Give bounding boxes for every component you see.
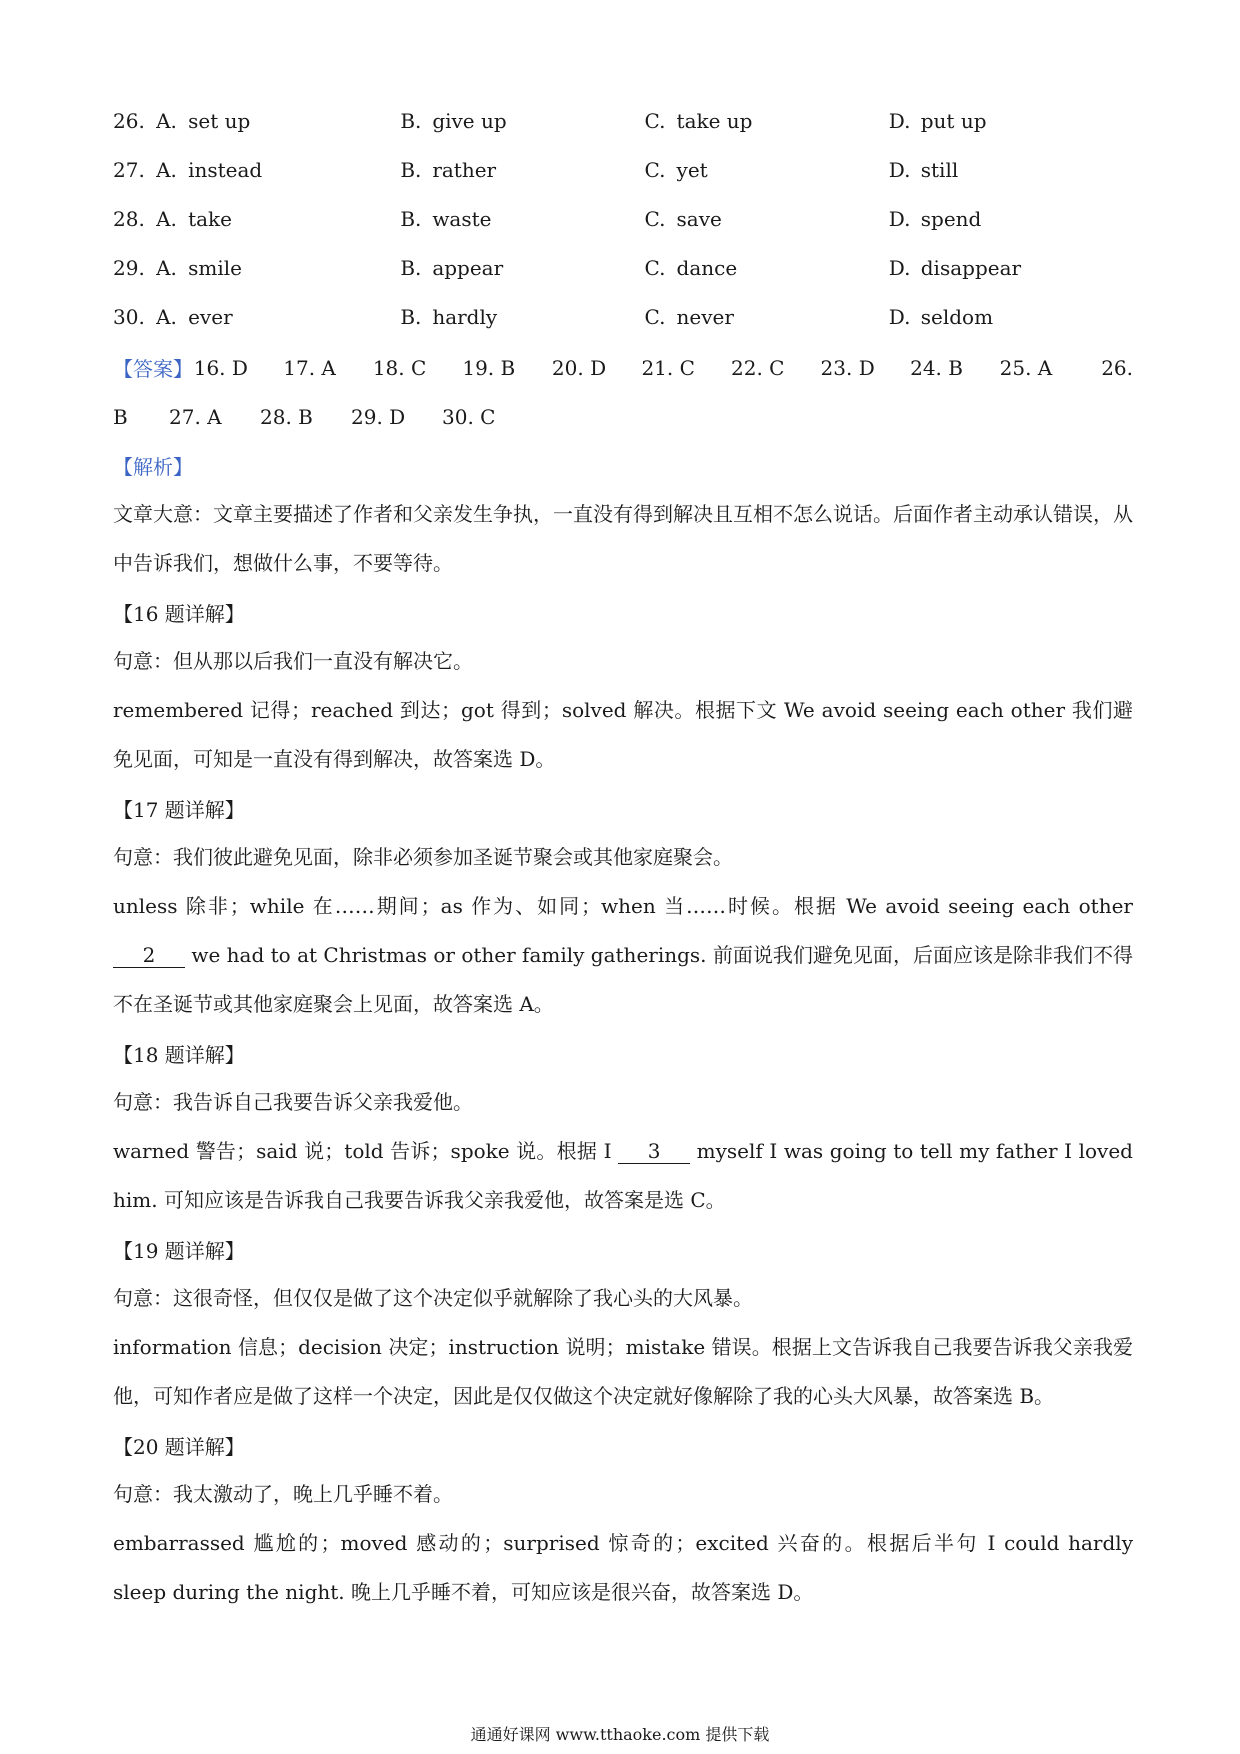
option-letter: D. (888, 206, 911, 231)
question-number: 28. (113, 206, 145, 231)
answer-section (113, 343, 1133, 441)
option-text: take up (676, 108, 753, 133)
option-d (889, 305, 1133, 329)
answer-item: 18. C (372, 355, 427, 380)
option-text: waste (432, 206, 492, 231)
option-letter: B. (400, 157, 422, 182)
option-row (113, 194, 1133, 243)
option-letter: B. (400, 206, 422, 231)
option-letter: D. (888, 304, 911, 329)
option-letter: C. (644, 108, 666, 133)
option-letter: A. (156, 304, 177, 329)
q19-meaning: 句意：这很奇怪，但仅仅是做了这个决定似乎就解除了我心头的大风暴。 (113, 1286, 753, 1310)
answer-item: 25. A (999, 355, 1053, 380)
option-letter: B. (400, 108, 422, 133)
option-b (400, 109, 644, 133)
q17-heading: 【17 题详解】 (113, 798, 245, 822)
option-letter: C. (644, 157, 666, 182)
option-c (645, 207, 889, 231)
option-a (156, 256, 400, 280)
answers-line-2 (113, 392, 1133, 441)
answer-item: 28. B (260, 404, 313, 429)
option-a (156, 305, 400, 329)
option-letter: D. (888, 157, 911, 182)
option-b (400, 207, 644, 231)
option-letter: B. (400, 304, 422, 329)
option-c (645, 109, 889, 133)
q16-explanation: remembered 记得；reached 到达；got 得到；solved 解决。根据下文 We avoid seeing each other 我们避免见面，可知是一直没有得到解决，故答案选 D。 (113, 698, 1133, 771)
q20-heading: 【20 题详解】 (113, 1435, 245, 1459)
option-letter: A. (156, 157, 177, 182)
option-text: seldom (920, 304, 994, 329)
option-text: rather (432, 157, 497, 182)
q17-explanation-pre: unless 除非；while 在……期间；as 作为、如同；when 当……时候。根据 We avoid seeing each other (113, 894, 1133, 918)
option-letter: A. (156, 206, 177, 231)
q16-meaning: 句意：但从那以后我们一直没有解决它。 (113, 649, 473, 673)
answer-item: 17. A (283, 355, 336, 380)
answer-item: 22. C (731, 355, 785, 380)
q17-blank: 2 (113, 943, 185, 968)
question-number: 26. (113, 108, 145, 133)
answer-item: 16. D (193, 355, 248, 380)
option-letter: C. (644, 206, 666, 231)
option-text: ever (188, 304, 233, 329)
option-c (645, 305, 889, 329)
option-text: give up (432, 108, 507, 133)
answer-item: 30. C (442, 404, 496, 429)
q18-explanation (113, 1127, 1133, 1225)
option-text: instead (188, 157, 263, 182)
option-text: dance (676, 255, 738, 280)
document-page (113, 96, 1133, 1617)
q20-explanation: embarrassed 尴尬的；moved 感动的；surprised 惊奇的；excited 兴奋的。根据后半句 I could hardly sleep during the night. 晚上几乎睡不着，可知应该是很兴奋，故答案选 D。 (113, 1531, 1133, 1604)
option-letter: B. (400, 255, 422, 280)
option-letter: C. (644, 304, 666, 329)
option-b (400, 256, 644, 280)
option-text: still (920, 157, 959, 182)
option-d (889, 207, 1133, 231)
option-a (156, 207, 400, 231)
summary-paragraph: 文章大意：文章主要描述了作者和父亲发生争执，一直没有得到解决且互相不怎么说话。后面作者主动承认错误，从中告诉我们，想做什么事，不要等待。 (113, 502, 1133, 575)
q19-heading: 【19 题详解】 (113, 1239, 245, 1263)
q18-explanation-pre: warned 警告；said 说；told 告诉；spoke 说。根据 I (113, 1139, 619, 1163)
option-text: appear (432, 255, 504, 280)
option-d (889, 109, 1133, 133)
answer-item: 20. D (551, 355, 607, 380)
option-text: disappear (920, 255, 1022, 280)
q19-explanation: information 信息；decision 决定；instruction 说明；mistake 错误。根据上文告诉我自己我要告诉我父亲我爱他，可知作者应是做了这样一个决定，因此是仅仅做这个决定就好像解除了我的心头大风暴，故答案选 B。 (113, 1335, 1133, 1408)
q16-heading: 【16 题详解】 (113, 602, 245, 626)
option-text: smile (188, 255, 242, 280)
answer-item: 23. D (820, 355, 875, 380)
q17-meaning: 句意：我们彼此避免见面，除非必须参加圣诞节聚会或其他家庭聚会。 (113, 845, 733, 869)
option-text: yet (676, 157, 708, 182)
question-number: 29. (113, 255, 145, 280)
answer-item: 21. C (641, 355, 695, 380)
answer-tag: 【答案】 (113, 357, 193, 381)
option-text: save (676, 206, 722, 231)
answer-item: 27. A (169, 404, 222, 429)
answer-item: 24. B (910, 355, 963, 380)
q18-meaning: 句意：我告诉自己我要告诉父亲我爱他。 (113, 1090, 473, 1114)
option-text: put up (920, 108, 987, 133)
option-d (889, 158, 1133, 182)
option-text: set up (188, 108, 251, 133)
option-c (645, 256, 889, 280)
q20-meaning: 句意：我太激动了，晚上几乎睡不着。 (113, 1482, 453, 1506)
option-a (156, 109, 400, 133)
q18-heading: 【18 题详解】 (113, 1043, 245, 1067)
option-b (400, 305, 644, 329)
option-letter: C. (644, 255, 666, 280)
page-footer: 通通好课网 www.tthaoke.com 提供下载 (470, 1725, 770, 1744)
q18-explanation-post: myself I was going to tell my father I loved him. 可知应该是告诉我自己我要告诉我父亲我爱他，故答案是选 C。 (113, 1139, 1133, 1212)
option-a (156, 158, 400, 182)
option-text: hardly (432, 304, 498, 329)
question-number: 30. (113, 304, 145, 329)
answer-item: B (113, 404, 128, 429)
q17-explanation-post: we had to at Christmas or other family gatherings. 前面说我们避免见面，后面应该是除非我们不得不在圣诞节或其他家庭聚会上见面，故答案选 A。 (113, 943, 1133, 1016)
option-text: never (676, 304, 734, 329)
analysis-tag: 【解析】 (113, 455, 193, 479)
answer-item: 26. (1101, 355, 1133, 380)
option-row (113, 145, 1133, 194)
option-letter: D. (888, 255, 911, 280)
option-letter: D. (888, 108, 911, 133)
option-text: take (188, 206, 233, 231)
answer-item: 19. B (462, 355, 516, 380)
answers-line-1 (113, 343, 1133, 392)
option-letter: A. (156, 255, 177, 280)
q18-blank: 3 (618, 1139, 690, 1164)
option-text: spend (920, 206, 982, 231)
option-row (113, 96, 1133, 145)
option-letter: A. (156, 108, 177, 133)
options-list (113, 96, 1133, 341)
q17-explanation (113, 882, 1133, 1029)
answer-item: 29. D (351, 404, 406, 429)
option-row (113, 292, 1133, 341)
option-c (645, 158, 889, 182)
option-b (400, 158, 644, 182)
question-number: 27. (113, 157, 145, 182)
option-row (113, 243, 1133, 292)
option-d (889, 256, 1133, 280)
